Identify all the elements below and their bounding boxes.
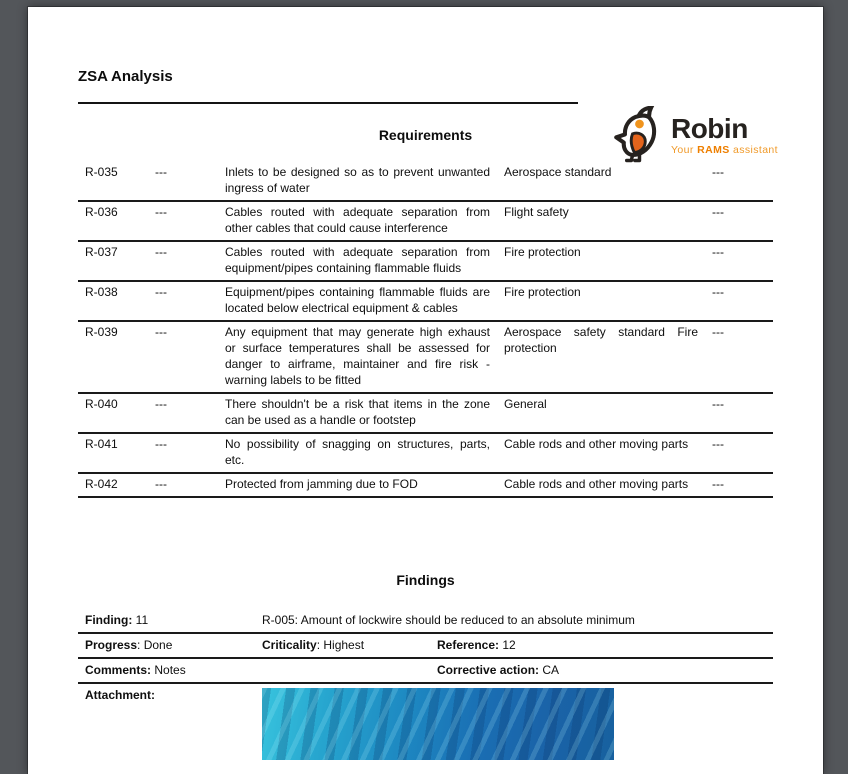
robin-bird-icon	[606, 106, 666, 164]
requirement-col2-dash: ---	[155, 285, 167, 299]
requirement-category: Fire protection	[504, 245, 581, 259]
findings-table	[78, 609, 773, 764]
requirement-col2-dash: ---	[155, 245, 167, 259]
requirement-col2-dash: ---	[155, 205, 167, 219]
reference-cell	[430, 633, 773, 658]
requirement-id: R-039	[85, 325, 118, 339]
requirement-col5-dash: ---	[712, 397, 724, 411]
finding-value: 11	[132, 613, 149, 627]
title-rule	[78, 102, 578, 104]
requirement-category: Cable rods and other moving parts	[504, 477, 689, 491]
requirement-col5-dash: ---	[712, 245, 724, 259]
page-content	[28, 68, 823, 764]
requirement-col5-dash: ---	[712, 325, 724, 339]
finding-text-cell: R-005: Amount of lockwire should be reduced to an absolute minimum	[262, 613, 635, 627]
requirement-description: Any equipment that may generate high exhaust or surface temperatures shall be assessed for danger to airframe, maintainer and fire risk - warning labels to be fitted	[225, 325, 490, 387]
corrective-action-label: Corrective action:	[437, 663, 540, 677]
tagline-rams: RAMS	[697, 143, 730, 156]
requirements-heading: Requirements	[378, 127, 473, 143]
requirement-row	[78, 201, 773, 241]
corrective-action-cell	[430, 658, 773, 683]
requirement-description: Cables routed with adequate separation from other cables that could cause interference	[225, 205, 490, 235]
requirement-row	[78, 241, 773, 281]
findings-heading: Findings	[396, 572, 455, 588]
requirement-row	[78, 321, 773, 393]
comments-value: Notes	[151, 663, 186, 677]
requirement-id: R-035	[85, 165, 118, 179]
requirement-id: R-041	[85, 437, 118, 451]
finding-id-cell	[78, 609, 255, 633]
criticality-value: : Highest	[316, 638, 365, 652]
requirement-row	[78, 281, 773, 321]
tagline-suffix: assistant	[729, 143, 778, 156]
criticality-label: Criticality	[262, 638, 317, 652]
corrective-action-value: CA	[539, 663, 560, 677]
page-title: ZSA Analysis	[78, 68, 173, 85]
requirement-id: R-037	[85, 245, 118, 259]
requirement-col2-dash: ---	[155, 397, 167, 411]
requirement-row	[78, 433, 773, 473]
requirement-row	[78, 473, 773, 497]
requirement-col5-dash: ---	[712, 437, 724, 451]
requirement-id: R-040	[85, 397, 118, 411]
requirement-id: R-036	[85, 205, 118, 219]
requirement-category: Cable rods and other moving parts	[504, 437, 689, 451]
requirement-col2-dash: ---	[155, 437, 167, 451]
finding-label: Finding:	[85, 613, 133, 627]
finding-status-row	[78, 633, 773, 658]
tagline-prefix: Your	[670, 143, 698, 156]
requirement-row	[78, 393, 773, 433]
document-page	[28, 7, 823, 774]
finding-comments-row	[78, 658, 773, 683]
requirement-col5-dash: ---	[712, 205, 724, 219]
robin-wordmark-block	[670, 112, 778, 156]
requirement-col5-dash: ---	[712, 477, 724, 491]
finding-header-row	[78, 609, 773, 633]
requirement-category: Fire protection	[504, 285, 581, 299]
requirement-id: R-042	[85, 477, 118, 491]
requirement-category: General	[504, 397, 547, 411]
requirement-description: Equipment/pipes containing flammable fluids are located below electrical equipment & cables	[225, 285, 490, 315]
robin-wordmark: Robin	[670, 112, 748, 144]
requirement-category: Flight safety	[504, 205, 569, 219]
robin-tagline	[671, 144, 778, 156]
progress-value: : Done	[137, 638, 173, 652]
progress-cell	[78, 633, 255, 658]
finding-attachment-row	[78, 683, 773, 764]
requirement-description: There shouldn't be a risk that items in the zone can be used as a handle or footstep	[225, 397, 490, 427]
requirements-table	[78, 162, 773, 498]
requirement-description: Cables routed with adequate separation from equipment/pipes containing flammable fluids	[225, 245, 490, 275]
attachment-image	[262, 688, 614, 760]
criticality-cell	[255, 633, 430, 658]
requirement-description: Inlets to be designed so as to prevent unwanted ingress of water	[225, 165, 490, 195]
requirement-description: Protected from jamming due to FOD	[225, 477, 418, 491]
robin-logo	[606, 106, 778, 164]
requirement-col2-dash: ---	[155, 165, 167, 179]
requirement-col2-dash: ---	[155, 325, 167, 339]
attachment-label: Attachment:	[85, 688, 156, 702]
requirement-category: Aerospace safety standard Fire protection	[504, 325, 698, 355]
reference-label: Reference:	[437, 638, 500, 652]
attachment-label-cell	[78, 683, 255, 764]
requirement-description: No possibility of snagging on structures, parts, etc.	[225, 437, 490, 467]
progress-label: Progress	[85, 638, 138, 652]
attachment-image-cell	[255, 683, 773, 764]
requirement-col5-dash: ---	[712, 285, 724, 299]
requirement-col5-dash: ---	[712, 165, 724, 179]
comments-cell	[78, 658, 430, 683]
requirement-id: R-038	[85, 285, 118, 299]
reference-value: 12	[499, 638, 516, 652]
requirement-row	[78, 162, 773, 201]
requirement-col2-dash: ---	[155, 477, 167, 491]
comments-label: Comments:	[85, 663, 152, 677]
requirement-category: Aerospace standard	[504, 165, 612, 179]
